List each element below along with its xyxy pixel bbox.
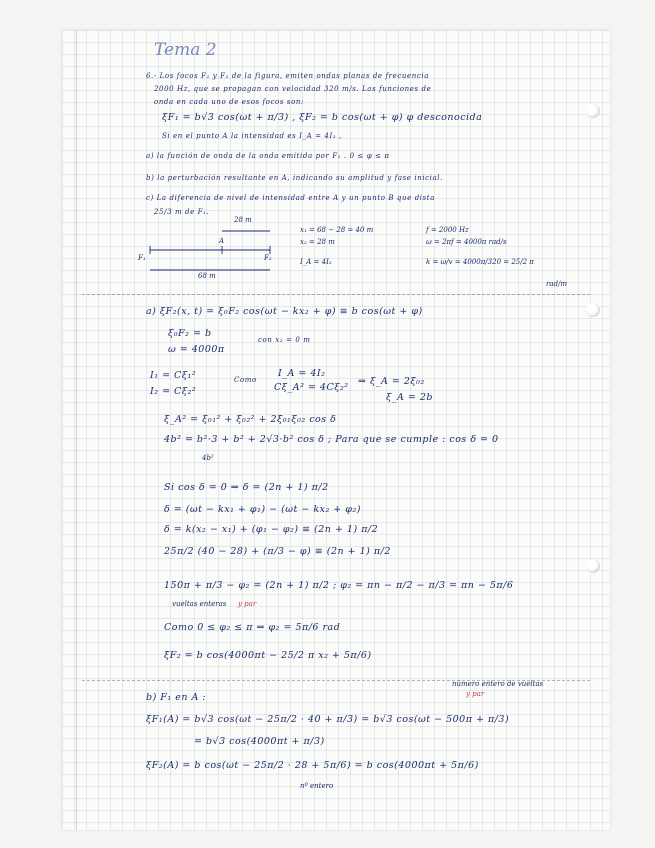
- part-b-line: y par: [466, 690, 485, 698]
- part-a-line: 4b² = b²·3 + b² + 2√3·b² cos δ ; Para que se cumple : cos δ = 0: [164, 434, 499, 445]
- part-a-line: ξ_A = 2b: [386, 392, 433, 403]
- problem-line: ξF₁ = b√3 cos(ωt + π/3) , ξF₂ = b cos(ωt + φ) φ desconocida: [162, 112, 483, 123]
- part-a-line: Como: [234, 376, 257, 384]
- part-a-line: I₂ = Cξ₂²: [150, 386, 197, 397]
- part-a-line: a) ξF₂(x, t) = ξ₀F₂ cos(ωt − kx₂ + φ) ≡ b cos(ωt + φ): [146, 306, 423, 317]
- distance-68: 68 m: [198, 272, 216, 280]
- problem-line: 2000 Hz, que se propagan con velocidad 320 m/s. Las funciones de: [154, 85, 432, 93]
- part-a-line: ω = 4000π: [168, 344, 225, 355]
- part-a-line: I_A = 4I₂: [278, 368, 326, 379]
- distance-28: 28 m: [234, 216, 252, 224]
- problem-line: a) la función de onda de la onda emitida por F₂ . 0 ≤ φ ≤ π: [146, 152, 390, 160]
- section-divider: [82, 294, 590, 295]
- part-a-line: Como 0 ≤ φ₂ ≤ π ⇒ φ₂ = 5π/6 rad: [164, 622, 341, 633]
- label-f2: F₂: [264, 254, 272, 262]
- part-b-line: ξF₂(A) = b cos(ωt − 25π/2 · 28 + 5π/6) = b cos(4000πt + 5π/6): [146, 760, 479, 771]
- calc-line: f = 2000 Hz: [426, 226, 469, 234]
- calc-line: ω = 2πf = 4000π rad/s: [426, 238, 507, 246]
- punch-hole: [586, 559, 600, 573]
- part-a-line: ⇒ ξ_A = 2ξ₀₂: [358, 376, 425, 387]
- part-a-line: δ = (ωt − kx₁ + φ₁) − (ωt − kx₂ + φ₂): [164, 504, 361, 515]
- problem-line: 25/3 m de F₁.: [154, 208, 210, 216]
- part-a-line: Cξ_A² = 4Cξ₂²: [274, 382, 349, 393]
- problem-line: c) La diferencia de nivel de intensidad entre A y un punto B que dista: [146, 194, 435, 202]
- part-a-line: I₁ = Cξ₁²: [150, 370, 197, 381]
- given-line: x₂ = 28 m: [300, 238, 335, 246]
- part-a-line: 25π/2 (40 − 28) + (π/3 − φ) ≡ (2n + 1) π/2: [164, 546, 391, 557]
- part-b-line: = b√3 cos(4000πt + π/3): [194, 736, 325, 747]
- label-point-a: A: [219, 237, 225, 245]
- given-line: x₁ = 68 − 28 = 40 m: [300, 226, 374, 234]
- part-a-line: 150π + π/3 − φ₂ = (2n + 1) π/2 ; φ₂ = πn − π/2 − π/3 = πn − 5π/6: [164, 580, 514, 591]
- page-title: Tema 2: [154, 40, 217, 60]
- foci-diagram: [138, 216, 286, 284]
- problem-line: 6.- Los focos F₁ y F₂ de la figura, emiten ondas planas de frecuencia: [146, 72, 429, 80]
- part-b-line: b) F₁ en A :: [146, 692, 207, 703]
- part-a-line: δ = k(x₂ − x₁) + (φ₁ − φ₂) ≡ (2n + 1) π/2: [164, 524, 379, 535]
- part-a-result: ξF₂ = b cos(4000πt − 25/2 π x₂ + 5π/6): [164, 650, 372, 661]
- part-b-line: número entero de vueltas: [452, 680, 544, 688]
- punch-hole: [586, 303, 600, 317]
- part-a-line: con x₂ = 0 m: [258, 336, 311, 344]
- part-a-line: ξ_A² = ξ₀₁² + ξ₀₂² + 2ξ₀₁ξ₀₂ cos δ: [164, 414, 337, 425]
- part-a-line: 4b²: [202, 454, 214, 462]
- problem-line: Si en el punto A la intensidad es I_A = 4I₂ ,: [162, 132, 342, 140]
- problem-line: b) la perturbación resultante en A, indicando su amplitud y fase inicial.: [146, 174, 443, 182]
- part-b-line: nº entero: [300, 782, 334, 790]
- foci-diagram-lines: [146, 224, 286, 280]
- given-line: I_A = 4I₂: [300, 258, 332, 266]
- notebook-page: [62, 30, 610, 830]
- part-a-line: ξ₀F₂ = b: [168, 328, 212, 339]
- margin-line: [62, 30, 77, 830]
- calc-line: k = ω/v = 4000π/320 = 25/2 π: [426, 258, 534, 266]
- problem-line: onda en cada uno de esos focos son:: [154, 98, 304, 106]
- part-a-line: vueltas enteras: [172, 600, 227, 608]
- label-f1: F₁: [138, 254, 146, 262]
- calc-line: rad/m: [546, 280, 567, 288]
- part-a-line: Si cos δ = 0 ⇒ δ = (2n + 1) π/2: [164, 482, 329, 493]
- part-b-line: ξF₁(A) = b√3 cos(ωt − 25π/2 · 40 + π/3) = b√3 cos(ωt − 500π + π/3): [146, 714, 510, 725]
- punch-hole: [586, 104, 600, 118]
- part-a-line: y par: [238, 600, 257, 608]
